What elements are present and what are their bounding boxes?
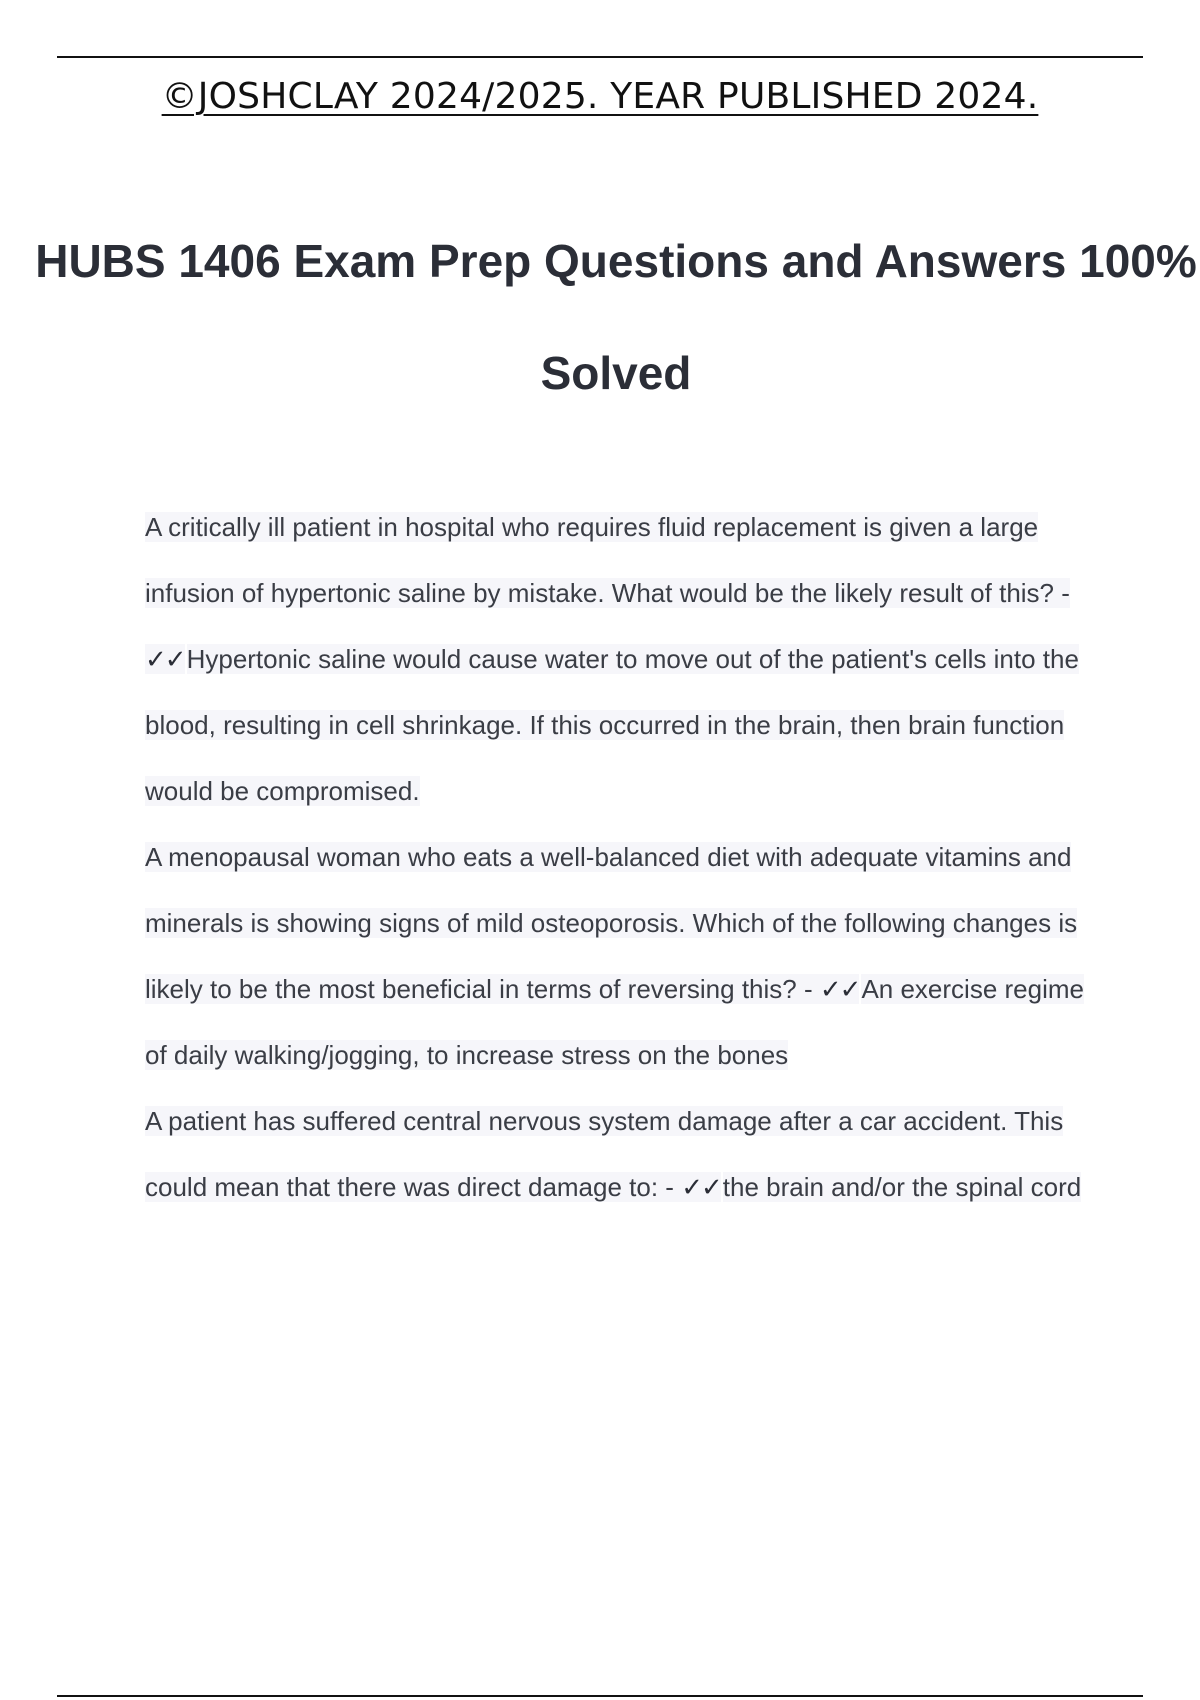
double-check-icon: ✓✓ bbox=[681, 1172, 721, 1202]
answer-text: Hypertonic saline would cause water to move out of the patient's cells into the blood, resulting in cell shrinkage. If this occurred in the brain, then brain function would be compromised. bbox=[145, 644, 1079, 806]
qa-separator: - bbox=[658, 1172, 682, 1202]
copyright-text: ©JOSHCLAY 2024/2025. YEAR PUBLISHED 2024. bbox=[161, 76, 1039, 117]
question-text: A critically ill patient in hospital who requires fluid replacement is given a large infusion of hypertonic saline by mistake. What would be the likely result of this? bbox=[145, 512, 1055, 608]
qa-separator: - bbox=[796, 974, 820, 1004]
qa-item bbox=[145, 824, 1105, 1088]
question-text: A patient has suffered central nervous system damage after a car accident. This could mean that there was direct damage to: bbox=[145, 1106, 1064, 1202]
qa-item bbox=[145, 1088, 1105, 1220]
document-title: HUBS 1406 Exam Prep Questions and Answers 100% Solved bbox=[35, 235, 1197, 399]
qa-list bbox=[145, 494, 1105, 1220]
qa-item bbox=[145, 494, 1105, 824]
header-rule bbox=[57, 56, 1143, 58]
copyright-header bbox=[0, 76, 1200, 117]
footer-rule bbox=[57, 1695, 1143, 1697]
double-check-icon: ✓✓ bbox=[145, 644, 185, 674]
double-check-icon: ✓✓ bbox=[819, 974, 860, 1004]
qa-separator: - bbox=[1054, 578, 1070, 608]
answer-text: An exercise regime of daily walking/jogging, to increase stress on the bones bbox=[145, 974, 1084, 1070]
answer-text: the brain and/or the spinal cord bbox=[722, 1172, 1082, 1202]
question-text: A menopausal woman who eats a well-balanced diet with adequate vitamins and minerals is showing signs of mild osteoporosis. Which of the following changes is likely to be the most beneficial in terms of reversing this? bbox=[145, 842, 1078, 1004]
